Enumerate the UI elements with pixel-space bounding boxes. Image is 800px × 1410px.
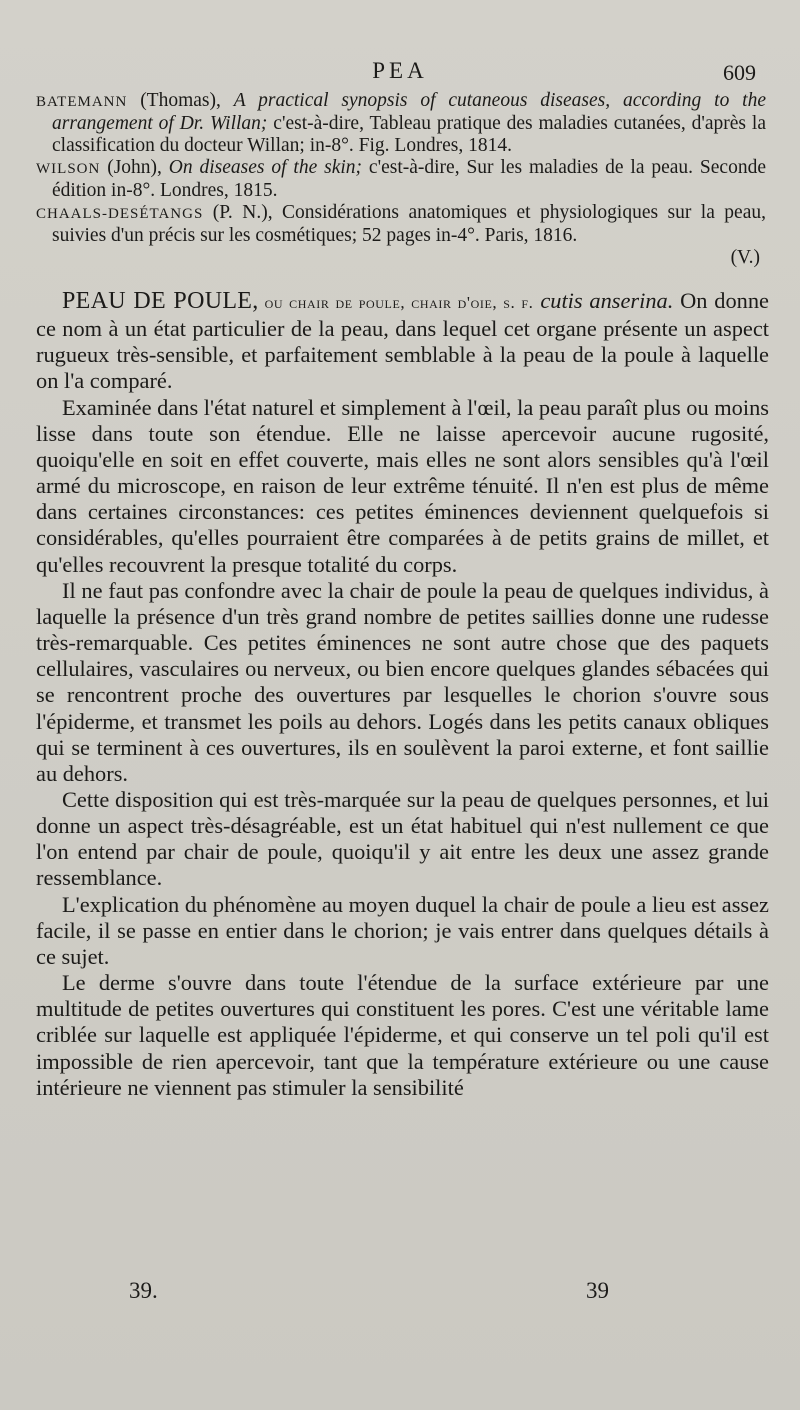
article-paragraph: Examinée dans l'état naturel et simplement à l'œil, la peau paraît plus ou moins lisse dans toute son étendue. Elle ne laisse apercevoir aucune rugosité, quoiqu'elle en soit en effet couverte, mais elles ne sont alors sensibles qu'à l'œil armé du microscope, en raison de leur extrême ténuité. Il n'en est plus de même dans certaines circonstances: ces petites éminences deviennent quelquefois si considérables, qu'elles pourraient être comparées à de petits grains de millet, et qu'elles recouvrent la presque totalité du corps. [36, 394, 769, 577]
bibliography-entry [36, 90, 766, 157]
article-paragraph: Cette disposition qui est très-marquée sur la peau de quelques personnes, et lui donne un aspect très-désagréable, est un état habituel qui n'est nullement ce que l'on entend par chair de poule, quoiqu'il y ait entre les deux une assez grande ressemblance. [36, 786, 769, 891]
signature-mark-right: 39 [586, 1278, 609, 1303]
article-paragraph: Le derme s'ouvre dans toute l'étendue de la surface extérieure par une multitude de petites ouvertures qui constituent les pores. C'est une véritable lame criblée sur laquelle est appliquée l'épiderme, et qui conserve un tel poli qu'il est impossible de rien apercevoir, tant que la température extérieure ou une cause intérieure ne viennent pas stimuler la sensibilité [36, 970, 769, 1100]
bib-author-rest: (John), [100, 157, 169, 178]
bibliography-entry [36, 202, 766, 247]
page-header [36, 58, 764, 92]
article-paragraph: Il ne faut pas confondre avec la chair de poule la peau de quelques individus, à laquelle la présence d'un très grand nombre de petites saillies donne une rudesse très-remarquable. Ces petites éminences ne sont autre chose que des paquets cellulaires, vasculaires ou nerveux, ou bien encore quelques glandes sébacées qui se rencontrent proche des ouvertures par lesquelles le chorion s'ouvre sous l'épiderme, et transmet les poils au dehors. Logés dans les petits canaux obliques qui se terminent à ces ouvertures, ils en soulèvent la paroi externe, et font saillie au dehors. [36, 577, 769, 786]
article-body [36, 288, 769, 1101]
bib-title: On diseases of the skin; [168, 157, 363, 178]
article-synonyms: ou chair de poule, chair d'oie, s. f. [258, 293, 534, 312]
bib-author-rest: (Thomas), [127, 90, 234, 111]
article-paragraph [36, 288, 769, 395]
bib-author: CHAALS-DESÉTANGS [36, 206, 204, 222]
bib-details: Considérations anatomiques et physiologiques sur la peau, suivies d'un précis sur les cosmétiques; 52 pages in-4°. Paris, 1816. [52, 202, 766, 246]
bib-details: c'est-à-dire, Sur les maladies de la peau. Seconde édition in-8°. Londres, 1815. [52, 157, 766, 201]
page-footer [0, 1278, 800, 1318]
bibliography [36, 90, 766, 269]
article-headword: PEAU DE POULE, [62, 288, 259, 314]
bib-title: A practical synopsis of cutaneous diseases, according to the arrangement of Dr. Willan; [52, 90, 766, 134]
article-intro-text: On donne ce nom à un état particulier de la peau, dans lequel cet organe présente un aspect rugueux très-sensible, et parfaitement semblable à la peau de la poule à laquelle on l'a comparé. [36, 288, 769, 394]
bib-author: BATEMANN [36, 94, 128, 110]
bibliography-entry [36, 157, 766, 202]
author-signature: (V.) [730, 247, 760, 268]
article-paragraph: L'explication du phénomène au moyen duquel la chair de poule a lieu est assez facile, il se passe en entier dans le chorion; je vais entrer dans quelques détails à ce sujet. [36, 891, 769, 969]
bib-details: c'est-à-dire, Tableau pratique des maladies cutanées, d'après la classification du docteur Willan; in-8°. Fig. Londres, 1814. [52, 113, 766, 156]
running-title: PEA [372, 58, 428, 83]
bib-author: WILSON [36, 161, 101, 177]
article-latin-term: cutis anserina. [533, 288, 674, 313]
bib-author-rest: (P. N.), [203, 202, 283, 223]
signature-mark-left: 39. [129, 1278, 158, 1303]
page-number: 609 [723, 60, 756, 85]
